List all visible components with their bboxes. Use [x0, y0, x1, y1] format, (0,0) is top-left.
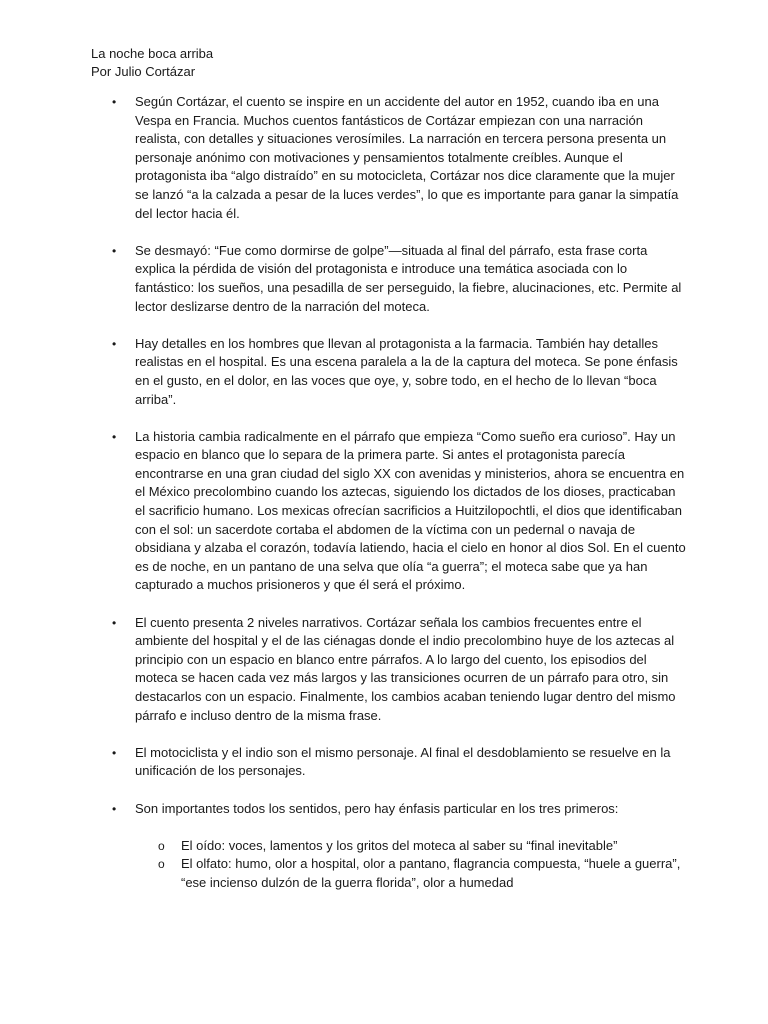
paragraph-text: La historia cambia radicalmente en el párrafo que empieza “Como sueño era curioso”. Hay un espacio en blanco que lo separa de la primera parte. Si antes el protagonista parecía encontrarse en una gran ciudad del siglo XX con avenidas y ministerios, ahora se encuentra en el México precolombino cuando los aztecas, siguiendo los dictados de los dioses, practicaban el sacrificio humano. Los mexicas ofrecían sacrificios a Huitzilopochtli, el dios que identificaban con el sol: un sacerdote cortaba el abdomen de la víctima con un pedernal o navaja de obsidiana y alzaba el corazón, todavía latiendo, hacia el cielo en honor al dios Sol. En el cuento es de noche, en un pantano de una selva que olía “a guerra”; el moteca sabe que ya han capturado a muchos prisioneros y que él será el próximo.: [135, 428, 686, 593]
bullet-icon: •: [112, 429, 117, 444]
paragraph-text: Son importantes todos los sentidos, pero hay énfasis particular en los tres primeros:: [135, 800, 619, 816]
circle-bullet-icon: o: [158, 838, 165, 853]
document-author: Por Julio Cortázar: [91, 64, 196, 79]
bullet-icon: •: [112, 243, 117, 258]
sub-list-item: [91, 855, 688, 892]
senses-sublist: [91, 837, 688, 893]
notes-list: [91, 93, 688, 818]
list-item: [91, 614, 688, 726]
list-item: [91, 335, 688, 409]
circle-bullet-icon: o: [158, 857, 165, 872]
paragraph-text: Se desmayó: “Fue como dormirse de golpe”—situada al final del párrafo, esta frase corta explica la pérdida de visión del protagonista e introduce una temática asociada con lo fantástico: los sueños, una pesadilla de ser perseguido, la fiebre, alucinaciones, etc. Permite al lector deslizarse dentro de la narración del moteca.: [135, 242, 682, 314]
list-item: [91, 93, 688, 223]
list-item: [91, 744, 688, 781]
bullet-icon: •: [112, 745, 117, 760]
paragraph-text: Según Cortázar, el cuento se inspire en un accidente del autor en 1952, cuando iba en una Vespa en Francia. Muchos cuentos fantásticos de Cortázar empiezan con una narración realista, con detalles y situaciones verosímiles. La narración en tercera persona presenta un personaje anónimo con motivaciones y pensamientos totalmente creíbles. Aunque el protagonista iba “algo distraído” en su motocicleta, Cortázar nos dice claramente que la mujer se lanzó “a la calzada a pesar de la luces verdes”, lo que es importante para ganar la simpatía del lector hacia él.: [135, 94, 679, 221]
bullet-icon: •: [112, 801, 117, 816]
document-title: La noche boca arriba: [91, 46, 214, 61]
sub-list-item: [91, 837, 688, 856]
paragraph-text: Hay detalles en los hombres que llevan al protagonista a la farmacia. También hay detalles realistas en el hospital. Es una escena paralela a la de la captura del moteca. Se pone énfasis en el gusto, en el dolor, en las voces que oye, y, sobre todo, en el hecho de lo llevan “boca arriba”.: [135, 335, 678, 407]
bullet-icon: •: [112, 336, 117, 351]
list-item: [91, 242, 688, 316]
bullet-icon: •: [112, 615, 117, 630]
list-item: [91, 800, 688, 819]
bullet-icon: •: [112, 95, 117, 109]
paragraph-text: El cuento presenta 2 niveles narrativos. Cortázar señala los cambios frecuentes entre el ambiente del hospital y el de las ciénagas donde el indio precolombino huye de los aztecas al principio con un espacio en blanco entre párrafos. A lo largo del cuento, los episodios del moteca se hacen cada vez más largos y las transiciones ocurren de un párrafo para otro, sin destacarlos con un espacio. Finalmente, los cambios acaban teniendo lugar dentro del mismo párrafo e incluso dentro de la misma frase.: [135, 614, 676, 723]
list-item: [91, 428, 688, 595]
sub-item-text: El oído: voces, lamentos y los gritos del moteca al saber su “final inevitable”: [181, 837, 618, 853]
sub-item-text: El olfato: humo, olor a hospital, olor a pantano, flagrancia compuesta, “huele a guerra”, “ese incienso dulzón de la guerra florida”, olor a humedad: [181, 856, 681, 890]
paragraph-text: El motociclista y el indio son el mismo personaje. Al final el desdoblamiento se resuelve en la unificación de los personajes.: [135, 744, 671, 779]
